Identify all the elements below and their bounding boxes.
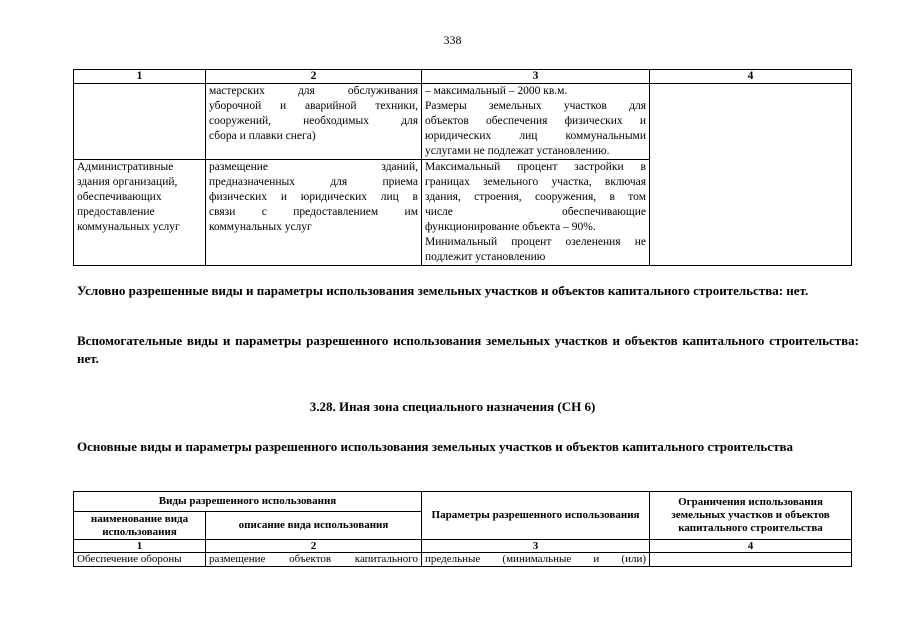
restrictions-header: Ограничения использования земельных участков и объектов капитального строительства (650, 492, 852, 540)
text-line: предназначенных для приема (209, 176, 418, 188)
text-line: функционирование объекта – 90%. (425, 221, 596, 233)
column-numbers-row (74, 540, 852, 553)
use-name-cell (74, 160, 206, 266)
restrictions-cell (650, 84, 852, 266)
parameters-cell (422, 160, 650, 266)
use-name-cell: Обеспечение обороны (74, 553, 206, 567)
column-number-4: 4 (650, 70, 852, 84)
column-number-4: 4 (650, 540, 852, 553)
table-row (74, 553, 852, 567)
text-line: физических и юридических лиц в (209, 191, 418, 203)
parameters-cell: предельные (минимальные и (или) (422, 553, 650, 567)
text-line: предоставление (77, 206, 155, 218)
text-line: юридических лиц коммунальными (425, 130, 646, 142)
text-line: сбора и плавки снега) (209, 130, 316, 142)
text-line: сооружений, необходимых для (209, 115, 418, 127)
text-line: границах земельного участка, включая (425, 176, 646, 188)
conditional-uses-paragraph: Условно разрешенные виды и параметры использования земельных участков и объектов капитального строительства: нет. (77, 283, 809, 298)
use-description-cell: размещение объектов капитального (206, 553, 422, 567)
use-description-cell (206, 160, 422, 266)
text-line: здания, строения, сооружения, в том (425, 191, 646, 203)
text-line: здания организаций, (77, 176, 178, 188)
use-name-cell (74, 84, 206, 160)
text-line: Размеры земельных участков для (425, 100, 646, 112)
text-line: обеспечивающих (77, 191, 162, 203)
text-line: коммунальных услуг (77, 221, 180, 233)
table-row (74, 84, 852, 160)
zoning-table-sn6 (73, 491, 852, 567)
text-line: подлежит установлению (425, 251, 546, 263)
text-line: мастерских для обслуживания (209, 85, 418, 97)
zoning-table-continued (73, 69, 852, 266)
text-line: уборочной и аварийной техники, (209, 100, 418, 112)
text-line: Максимальный процент застройки в (425, 161, 646, 173)
page-number: 338 (443, 33, 462, 47)
text-line: коммунальных услуг (209, 221, 312, 233)
column-number-1: 1 (74, 70, 206, 84)
text-line: услугами не подлежат установлению. (425, 145, 610, 157)
column-number-3: 3 (422, 70, 650, 84)
use-description-header: описание вида использования (206, 512, 422, 540)
parameters-cell (422, 84, 650, 160)
text-line: – максимальный – 2000 кв.м. (425, 85, 568, 97)
text-line: размещение зданий, (209, 161, 418, 173)
auxiliary-uses-paragraph: Вспомогательные виды и параметры разрешенного использования земельных участков и объектов капитального строительства: нет. (77, 333, 859, 366)
uses-group-header: Виды разрешенного использования (74, 492, 422, 512)
section-heading: 3.28. Иная зона специального назначения (СН 6) (309, 399, 596, 414)
use-description-cell (206, 84, 422, 160)
use-name-header: наименование вида использования (74, 512, 206, 540)
column-number-1: 1 (74, 540, 206, 553)
column-number-2: 2 (206, 70, 422, 84)
text-line: Административные (77, 161, 174, 173)
table-header-row (74, 70, 852, 84)
text-line: объектов обеспечения физических и (425, 115, 646, 127)
restrictions-cell (650, 553, 852, 567)
text-line: Минимальный процент озеленения не (425, 236, 646, 248)
text-line: числе обеспечивающие (425, 206, 646, 218)
column-number-2: 2 (206, 540, 422, 553)
table-header-row (74, 492, 852, 512)
parameters-header: Параметры разрешенного использования (422, 492, 650, 540)
main-uses-paragraph: Основные виды и параметры разрешенного использования земельных участков и объектов капитального строительства (77, 439, 793, 454)
text-line: связи с предоставлением им (209, 206, 418, 218)
column-number-3: 3 (422, 540, 650, 553)
